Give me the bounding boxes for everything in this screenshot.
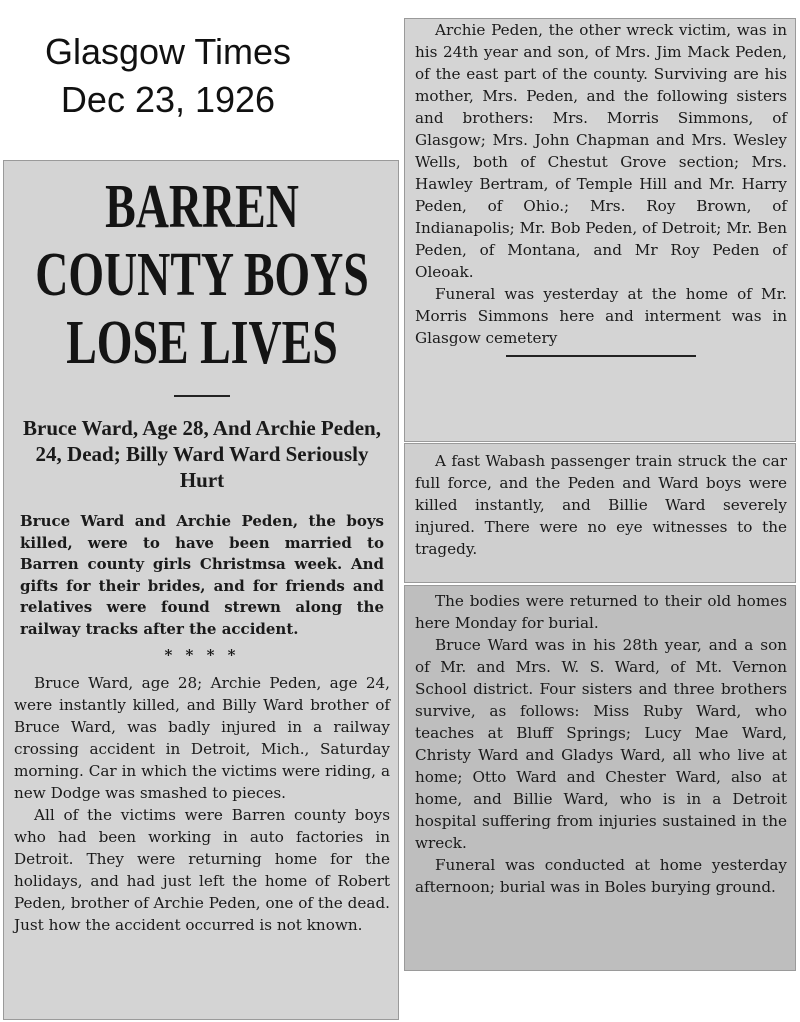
caption-date: Dec 23, 1926 [60,79,276,120]
paragraph: All of the victims were Barren county boys who had been working in auto factories in Detroit. They were returning home for the holidays, and had just left the home of Robert Peden, brother of Archie Peden, one of the dead. Just how the accident occurred is not known. [14,806,390,934]
clipping-right-top [404,18,796,442]
clipping-right-middle [404,443,796,583]
clipping-left-column [3,160,399,1020]
section-separator: * * * * [164,646,240,664]
caption-newspaper-name: Glasgow Times [44,31,292,72]
paragraph: Bruce Ward, age 28; Archie Peden, age 24, were instantly killed, and Billy Ward brother of Bruce Ward, was badly injured in a railway crossing accident in Detroit, Mich., Saturday morning. Car in which the victims were riding, a new Dodge was smashed to pieces. [14,674,390,802]
paragraph: The bodies were returned to their old homes here Monday for burial. [415,592,787,632]
paragraph: Funeral was conducted at home yesterday afternoon; burial was in Boles burying ground. [415,856,787,896]
left-body [14,672,390,936]
paragraph: Funeral was yesterday at the home of Mr. Morris Simmons here and interment was in Glasgow cemetery [415,285,787,347]
headline-divider [174,395,230,397]
subheadline: Bruce Ward, Age 28, And Archie Peden, 24, Dead; Billy Ward Ward Seriously Hurt [23,416,381,492]
right-bottom-body [415,590,787,898]
image-caption [8,28,328,124]
headline: BARREN COUNTY BOYS LOSE LIVES [35,173,369,377]
lead-paragraph: Bruce Ward and Archie Peden, the boys killed, were to have been married to Barren county girls Christmsa week. And gifts for their brides, and for friends and relatives were found strewn along the railway tracks after the accident. [20,512,384,638]
right-top-body [415,19,787,349]
clipping-right-bottom [404,585,796,971]
end-divider [506,355,696,357]
paragraph: Archie Peden, the other wreck victim, was in his 24th year and son, of Mrs. Jim Mack Peden, of the east part of the county. Surviving are his mother, Mrs. Peden, and the following sisters and brothers: Mrs. Morris Simmons, of Glasgow; Mrs. John Chapman and Mrs. Wesley Wells, both of Chestut Grove section; Mrs. Hawley Bertram, of Temple Hill and Mr. Harry Peden, of Ohio.; Mrs. Roy Brown, of Indianapolis; Mr. Bob Peden, of Detroit; Mr. Ben Peden, of Montana, and Mr Roy Peden of Oleoak. [415,21,787,281]
paragraph: Bruce Ward was in his 28th year, and a son of Mr. and Mrs. W. S. Ward, of Mt. Vernon School district. Four sisters and three brothers survive, as follows: Miss Ruby Ward, who teaches at Bluff Springs; Lucy Mae Ward, Christy Ward and Gladys Ward, all who live at home; Otto Ward and Chester Ward, also at home, and Billie Ward, who is in a Detroit hospital suffering from injuries sustained in the wreck. [415,636,787,852]
right-middle-body [415,450,787,560]
paragraph: A fast Wabash passenger train struck the car full force, and the Peden and Ward boys were killed instantly, and Billie Ward severely injured. There were no eye witnesses to the tragedy. [415,452,787,558]
